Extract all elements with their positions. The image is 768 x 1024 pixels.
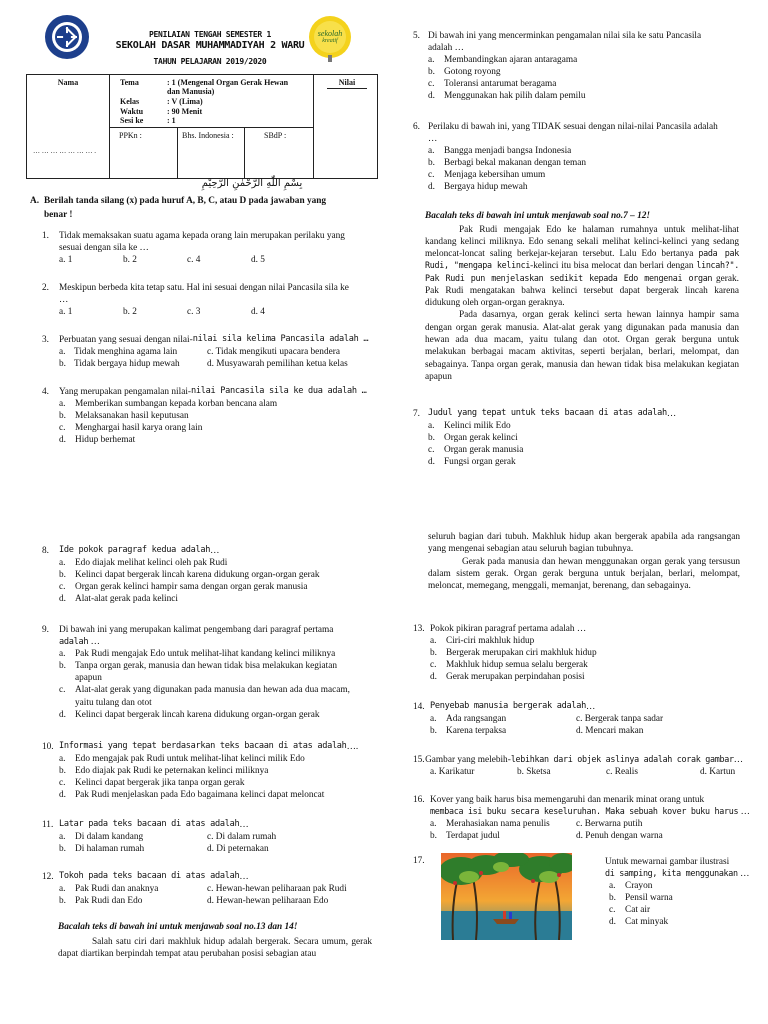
header-school: SEKOLAH DASAR MUHAMMADIYAH 2 WARU <box>115 40 305 51</box>
logo-text-1: sekolah <box>317 29 343 38</box>
q10-option-c[interactable]: Kelinci dapat bergerak jika tanpa organ gerak <box>75 778 245 789</box>
logo-text-2: kreatif <box>322 38 338 44</box>
question-17-number: 17. <box>413 856 425 866</box>
reading-1: Bacalah teks di bawah ini untuk menjawab soal no.7 – 12! Pak Rudi mengajak Edo ke halaman rumahnya untuk melihat-lihat kandang kelinci miliknya. Edo senang sekali melihat kelinci-kelinci yang sedang meloncat-loncat saling berkejar-kejaran tersebut. Lalu Edo bertanya pada pak Rudi, "mengapa kelinci-kelinci itu bisa melocat dan berlari dengan lincah?". Pak Rudi pun menjelaskan sedikit kepada Edo mengenai organ gerak. Pak Rudi mengatakan bahwa kelinci tersebut dapat bergerak lincah karena didukung oleh organ-organ geraknya. Pada dasarnya, organ gerak kelinci serta hewan lainnya hampir sama dengan organ gerak manusia. Alat-alat gerak yang digunakan pada manusia dan hewan ada dua macam, yaitu tulang dan otot. Organ gerak berguna untuk melakukan berbagai macam aktivitas, seperti berjalan, berlari, melompat, dan sebagainya. Tanpa organ gerak, manusia dan hewan tidak bisa melakukan kegiatan apapun <box>425 211 740 382</box>
question-7: 7. Judul yang tepat untuk teks bacaan di atas adalah … a. Kelinci milik Edo b. Organ gerak kelinci c. Organ gerak manusia d. Fungsi organ gerak <box>413 408 677 468</box>
question-8: 8. Ide pokok paragraf kedua adalah … a. Edo diajak melihat kelinci oleh pak Rudi b. Kelinci dapat bergerak lincah karena didukung organ-organ gerak c. Organ gerak kelinci hampir sama dengan organ gerak manusia d. Alat-alat gerak pada kelinci <box>42 545 320 605</box>
q12-option-d[interactable]: d. Hewan-hewan peliharaan Edo <box>207 896 329 907</box>
q5-option-a[interactable]: Membandingkan ajaran antaragama <box>444 55 578 66</box>
q5-option-c[interactable]: Toleransi antarumat beragama <box>444 79 557 90</box>
q17-option-d[interactable]: Cat minyak <box>625 917 669 928</box>
q3-option-c[interactable]: c. Tidak mengikuti upacara bendera <box>207 347 340 358</box>
q7-option-a[interactable]: Kelinci milik Edo <box>444 421 511 432</box>
bismillah: بِسْمِ اللّٰهِ الرَّحْمٰنِ الرَّحِيْمِ <box>201 178 303 189</box>
q17-option-b[interactable]: Pensil warna <box>625 893 673 904</box>
question-3: 3. Perbuatan yang sesuai dengan nilai- nilai sila kelima Pancasila adalah … a. Tidak menghina agama lain c. Tidak mengikuti upacara bendera b. Tidak bergaya hidup mewah d. Musyawarah pemilihan ketua kelas <box>42 334 369 370</box>
q8-option-a[interactable]: Edo diajak melihat kelinci oleh pak Rudi <box>75 558 228 569</box>
q9-option-b[interactable]: Tanpa organ gerak, manusia dan hewan tidak bisa melakukan kegiatan <box>75 661 337 672</box>
question-16: 16. Kover yang baik harus bisa memengaruhi dan menarik minat orang untuk membaca isi buku secara keseluruhan. Maka sebuah kover buku harus … a. Merahasiakan nama penulis c. Berwarna putih b. Terdapat judul d. Penuh dengan warna <box>413 795 750 842</box>
q4-option-b[interactable]: Melaksanakan hasil keputusan <box>75 411 189 422</box>
q15-option-a[interactable]: a. Karikatur <box>430 767 475 778</box>
question-11: 11. Latar pada teks bacaan di atas adalah … a. Di dalam kandang c. Di dalam rumah b. Di halaman rumah d. Di peternakan <box>42 819 277 855</box>
q2-option-b[interactable]: b. 2 <box>123 307 137 318</box>
q11-option-d[interactable]: d. Di peternakan <box>207 844 269 855</box>
q1-option-a[interactable]: a. 1 <box>59 255 73 266</box>
q15-option-b[interactable]: b. Sketsa <box>517 767 551 778</box>
q8-option-d[interactable]: Alat-alat gerak pada kelinci <box>75 594 178 605</box>
q16-option-b[interactable]: Terdapat judul <box>446 831 500 842</box>
q17-option-a[interactable]: Crayon <box>625 881 653 892</box>
q16-option-a[interactable]: Merahasiakan nama penulis <box>446 819 550 830</box>
q11-option-a[interactable]: Di dalam kandang <box>75 832 144 843</box>
q14-option-c[interactable]: c. Bergerak tanpa sadar <box>576 714 664 725</box>
reading-2-continued: seluruh bagian dari tubuh. Makhluk hidup akan bergerak apabila ada rangsangan yang mengenai sebagian atau seluruh bagian tubuhnya. Gerak pada manusia dan hewan menggunakan organ gerak yang tersusun dalam sistem gerak. Organ gerak berguna untuk berjalan, berlari, melompat, meloncat, memegang, menggali, memanjat, berenang, dan sebagainya. <box>428 532 740 592</box>
q17-option-c[interactable]: Cat air <box>625 905 651 916</box>
q16-option-c[interactable]: c. Berwarna putih <box>576 819 643 830</box>
q15-option-c[interactable]: c. Realis <box>606 767 639 778</box>
instruction: A. Berilah tanda silang (x) pada huruf A, B, C, atau D pada jawaban yang benar ! <box>30 196 327 220</box>
question-10: 10. Informasi yang tepat berdasarkan teks bacaan di atas adalah …. a. Edo mengajak pak Rudi untuk melihat-lihat kelinci milik Edo b. Edo diajak pak Rudi ke peternakan kelinci miliknya c. Kelinci dapat bergerak jika tanpa organ gerak d. Pak Rudi menjelaskan pada Edo bagaimana kelinci dapat meloncat <box>42 741 359 801</box>
q7-option-b[interactable]: Organ gerak kelinci <box>444 433 518 444</box>
q5-option-d[interactable]: Menggunakan hak pilih dalam pemilu <box>444 91 586 102</box>
q13-option-a[interactable]: Ciri-ciri makhluk hidup <box>446 636 535 647</box>
tema-value: : 1 (Mengenal Organ Gerak Hewan dan Manusia) <box>167 78 289 97</box>
question-1: 1. Tidak memaksakan suatu agama kepada orang lain merupakan perilaku yang sesuai dengan sila ke … a. 1 b. 2 c. 4 d. 5 <box>42 231 345 266</box>
q7-option-c[interactable]: Organ gerak manusia <box>444 445 524 456</box>
sesi-label: Sesi ke <box>120 115 144 125</box>
q1-option-c[interactable]: c. 4 <box>187 255 201 266</box>
q3-option-a[interactable]: Tidak menghina agama lain <box>74 347 178 358</box>
q6-option-a[interactable]: Bangga menjadi bangsa Indonesia <box>444 146 572 157</box>
question-2: 2. Meskipun berbeda kita tetap satu. Hal ini sesuai dengan nilai Pancasila sila ke … a. 1 b. 2 c. 3 d. 4 <box>42 283 349 318</box>
nama-label: Nama <box>57 78 79 87</box>
q2-option-a[interactable]: a. 1 <box>59 307 73 318</box>
q2-option-d[interactable]: d. 4 <box>251 307 265 318</box>
question-5: 5. Di bawah ini yang mencerminkan pengamalan nilai sila ke satu Pancasila adalah … a. Membandingkan ajaran antaragama b. Gotong royong c. Toleransi antarumat beragama d. Menggunakan hak pilih dalam pemilu <box>413 31 702 102</box>
q9-option-c[interactable]: Alat-alat gerak yang digunakan pada manusia dan hewan ada dua macam, <box>75 685 350 696</box>
q6-option-d[interactable]: Bergaya hidup mewah <box>444 182 528 193</box>
q10-option-a[interactable]: Edo mengajak pak Rudi untuk melihat-lihat kelinci milik Edo <box>75 754 305 765</box>
q8-option-c[interactable]: Organ gerak kelinci hampir sama dengan organ gerak manusia <box>75 582 308 593</box>
waktu-value: : 90 Menit <box>167 106 203 116</box>
q4-option-d[interactable]: Hidup berhemat <box>75 435 136 446</box>
q6-option-b[interactable]: Berbagi bekal makanan dengan teman <box>444 158 586 169</box>
q13-option-d[interactable]: Gerak merupakan perpindahan posisi <box>446 672 585 683</box>
q14-option-b[interactable]: Karena terpaksa <box>446 726 507 737</box>
kelas-label: Kelas <box>120 97 140 107</box>
q11-option-b[interactable]: Di halaman rumah <box>75 844 145 855</box>
q5-option-b[interactable]: Gotong royong <box>444 67 501 78</box>
reading-2-title: Bacalah teks di bawah ini untuk menjawab soal no.13 dan 14! <box>58 922 298 932</box>
q16-option-d[interactable]: d. Penuh dengan warna <box>576 831 663 842</box>
q15-option-d[interactable]: d. Kartun <box>700 767 736 778</box>
q14-option-d[interactable]: d. Mencari makan <box>576 726 644 737</box>
question-13: 13. Pokok pikiran paragraf pertama adalah … a. Ciri-ciri makhluk hidup b. Bergerak merupakan ciri makhluk hidup c. Makhluk hidup semua selalu bergerak d. Gerak merupakan perpindahan posisi <box>413 624 597 683</box>
school-logo <box>44 14 90 60</box>
q8-option-b[interactable]: Kelinci dapat bergerak lincah karena didukung organ-organ gerak <box>75 570 320 581</box>
sesi-value: : 1 <box>167 115 176 125</box>
sbdp-score-label: SBdP : <box>264 131 287 140</box>
header-line1: PENILAIAN TENGAH SEMESTER 1 <box>149 30 271 39</box>
q12-option-b[interactable]: Pak Rudi dan Edo <box>75 896 143 907</box>
q3-option-b[interactable]: Tidak bergaya hidup mewah <box>74 359 180 370</box>
q14-option-a[interactable]: Ada rangsangan <box>446 714 507 725</box>
q9-option-a[interactable]: Pak Rudi mengajak Edo untuk melihat-lihat kandang kelinci miliknya <box>75 649 336 660</box>
q7-option-d[interactable]: Fungsi organ gerak <box>444 457 516 468</box>
ppkn-score-label: PPKn : <box>119 131 142 140</box>
q10-option-d[interactable]: Pak Rudi menjelaskan pada Edo bagaimana kelinci dapat meloncat <box>75 790 325 801</box>
question-14: 14. Penyebab manusia bergerak adalah … a. Ada rangsangan c. Bergerak tanpa sadar b. Karena terpaksa d. Mencari makan <box>413 701 664 737</box>
question-6: 6. Perilaku di bawah ini, yang TIDAK sesuai dengan nilai-nilai Pancasila adalah … a. Bangga menjadi bangsa Indonesia b. Berbagi bekal makanan dengan teman c. Menjaga kebersihan umum d. Bergaya hidup mewah <box>413 122 718 193</box>
reading-1-title: Bacalah teks di bawah ini untuk menjawab soal no.7 – 12! <box>425 211 650 221</box>
question-12: 12. Tokoh pada teks bacaan di atas adalah … a. Pak Rudi dan anaknya c. Hewan-hewan peliharaan pak Rudi b. Pak Rudi dan Edo d. Hewan-hewan peliharaan Edo <box>42 871 347 907</box>
question-15: 15. Gambar yang melebih- lebihkan dari objek aslinya adalah corak gambar … a. Karikatur b. Sketsa c. Realis d. Kartun <box>413 754 743 778</box>
q6-option-c[interactable]: Menjaga kebersihan umum <box>444 170 546 181</box>
question-4: 4. Yang merupakan pengamalan nilai- nilai Pancasila sila ke dua adalah … a. Memberikan sumbangan kepada korban bencana alam b. Melaksanakan hasil keputusan c. Menghargai hasil karya orang lain d. Hidup berhemat <box>42 386 367 446</box>
q10-option-b[interactable]: Edo diajak pak Rudi ke peternakan kelinci miliknya <box>75 766 269 777</box>
sekolah-kreatif-logo <box>306 15 354 63</box>
question-17: Untuk mewarnai gambar ilustrasi di samping, kita menggunakan … a. Crayon b. Pensil warna c. Cat air d. Cat minyak <box>605 857 750 928</box>
waktu-label: Waktu <box>120 106 144 116</box>
q2-option-c[interactable]: c. 3 <box>187 307 201 318</box>
nama-field[interactable]: … … … … … … … . <box>33 147 96 155</box>
q9-option-d[interactable]: Kelinci dapat bergerak lincah karena didukung organ-organ gerak <box>75 709 320 720</box>
kelas-value: : V (Lima) <box>167 97 203 107</box>
bhs-score-label: Bhs. Indonesia : <box>182 131 234 140</box>
q12-option-c[interactable]: c. Hewan-hewan peliharaan pak Rudi <box>207 884 347 895</box>
q3-option-d[interactable]: d. Musyawarah pemilihan ketua kelas <box>207 359 348 370</box>
illustration-painting <box>441 853 572 940</box>
q1-option-d[interactable]: d. 5 <box>251 255 265 266</box>
q1-option-b[interactable]: b. 2 <box>123 255 137 266</box>
tema-label: Tema <box>120 78 139 87</box>
question-9: 9. Di bawah ini yang merupakan kalimat pengembang dari paragraf pertama adalah … a. Pak Rudi mengajak Edo untuk melihat-lihat kandang kelinci miliknya b. Tanpa organ gerak, manusia dan hewan tidak bisa melakukan kegiatan apapun c. Alat-alat gerak yang digunakan pada manusia dan hewan ada dua macam, yaitu tulang dan otot d. Kelinci dapat bergerak lincah karena didukung organ-organ gerak <box>42 625 350 720</box>
student-info-table <box>26 74 378 179</box>
q13-option-b[interactable]: Bergerak merupakan ciri makhluk hidup <box>446 648 597 659</box>
q12-option-a[interactable]: Pak Rudi dan anaknya <box>75 884 159 895</box>
nilai-label: Nilai <box>327 78 367 89</box>
q11-option-c[interactable]: c. Di dalam rumah <box>207 832 277 843</box>
q4-option-a[interactable]: Memberikan sumbangan kepada korban bencana alam <box>75 399 278 410</box>
q13-option-c[interactable]: Makhluk hidup semua selalu bergerak <box>446 660 588 671</box>
header-year: TAHUN PELAJARAN 2019/2020 <box>153 56 267 66</box>
q4-option-c[interactable]: Menghargai hasil karya orang lain <box>75 423 203 434</box>
reading-2: Bacalah teks di bawah ini untuk menjawab soal no.13 dan 14! Salah satu ciri dari makhluk hidup adalah bergerak. Secara umum, gerak dapat diartikan berpindah tempat atau perubahan posisi sebagian atau <box>58 922 372 959</box>
